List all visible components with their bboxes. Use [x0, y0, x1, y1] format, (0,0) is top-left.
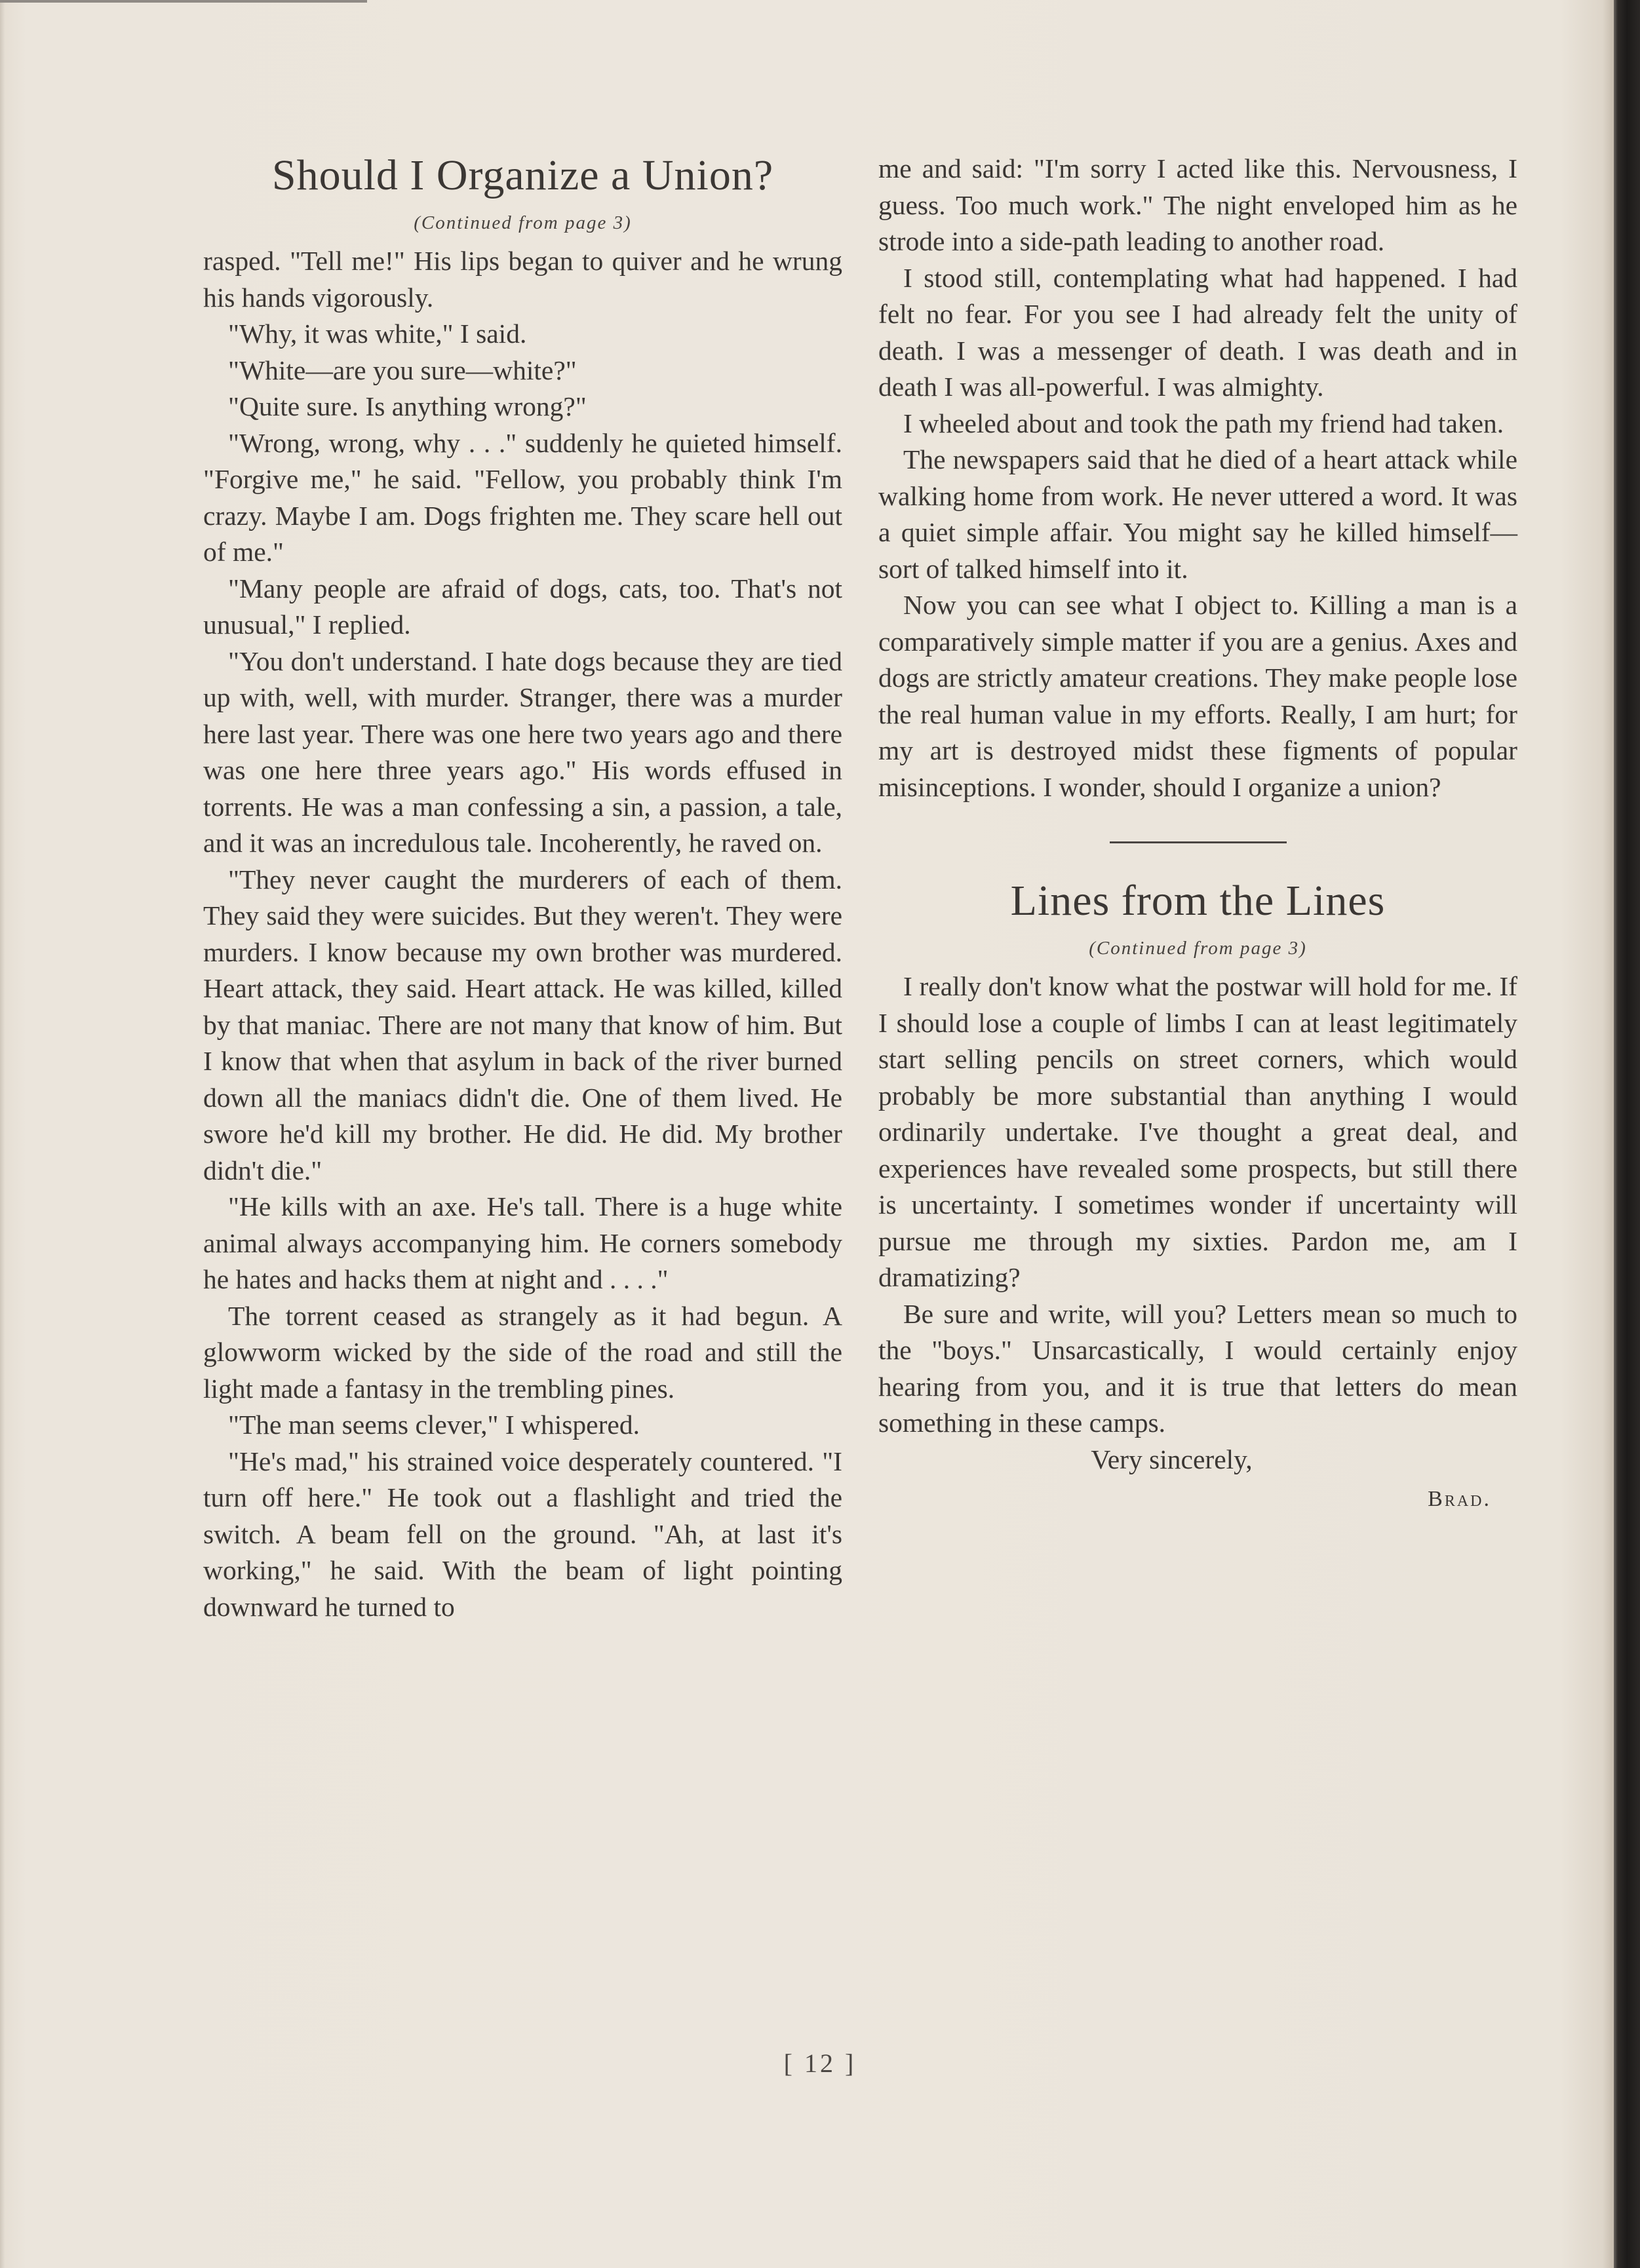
top-edge-rule	[0, 0, 367, 3]
article-paragraph: "He kills with an axe. He's tall. There is a huge white animal always accompanying him. He corners somebody he hates and hacks them at night and . . . ."	[203, 1191, 842, 1294]
article-paragraph: "He's mad," his strained voice desperately countered. "I turn off here." He took out a flashlight and tried the switch. A beam fell on the ground. "Ah, at last it's working," he said. With the beam of light pointing downward he turned to	[203, 1446, 842, 1622]
article-title: Should I Organize a Union?	[271, 151, 774, 199]
article-paragraph: "They never caught the murderers of each of them. They said they were suicides. But they weren't. They were murders. I know because my own brother was murdered. Heart attack, they said. Heart attack. He was killed, killed by that maniac. There are not many that know of him. But I know that when that asylum in back of the river burned down all the maniacs didn't die. One of them lived. He swore he'd kill my brother. He did. He did. My brother didn't die."	[203, 864, 842, 1185]
article-paragraph: "Many people are afraid of dogs, cats, too. That's not unusual," I replied.	[203, 573, 842, 640]
page-number: [ 12 ]	[783, 2048, 857, 2078]
article-paragraph: "You don't understand. I hate dogs because they are tied up with, well, with murder. Stranger, there was a murder here last year. There was one here two years ago and there was one here three years ago." His words effused in torrents. He was a man confessing a sin, a passion, a tale, and it was an incredulous tale. Incoherently, he raved on.	[203, 645, 842, 858]
article-title: Lines from the Lines	[1010, 877, 1386, 925]
article-paragraph: Now you can see what I object to. Killing a man is a comparatively simple matter if you are a genius. Axes and dogs are strictly amateur creations. They make people lose the real human value in my efforts. Really, I am hurt; for my art is destroyed midst these figments of popular misinceptions. I wonder, should I organize a union?	[878, 590, 1517, 802]
article-paragraph: me and said: "I'm sorry I acted like this. Nervousness, I guess. Too much work." The night enveloped him as he strode into a side-path leading to another road.	[878, 153, 1517, 256]
letter-closing: Very sincerely,	[1091, 1444, 1253, 1474]
section-divider	[1110, 841, 1287, 843]
continued-note: (Continued from page 3)	[1089, 938, 1307, 959]
binding-spine-shadow	[1614, 0, 1640, 2268]
article-paragraph: I stood still, contemplating what had happened. I had felt no fear. For you see I had already felt the unity of death. I was a messenger of death. I was death and in death I was all-powerful. I was almighty.	[878, 262, 1517, 402]
article-paragraph: rasped. "Tell me!" His lips began to quiver and he wrung his hands vigorously.	[203, 246, 842, 313]
article-paragraph: Be sure and write, will you? Letters mean so much to the "boys." Unsarcastically, I would certainly enjoy hearing from you, and it is true that letters do mean something in these camps.	[878, 1298, 1517, 1438]
article-paragraph: The torrent ceased as strangely as it had begun. A glowworm wicked by the side of the road and still the light made a fantasy in the trembling pines.	[203, 1300, 842, 1404]
article-paragraph: "Quite sure. Is anything wrong?"	[228, 391, 587, 421]
article-paragraph: "Wrong, wrong, why . . ." suddenly he quieted himself. "Forgive me," he said. "Fellow, you probably think I'm crazy. Maybe I am. Dogs frighten me. They scare hell out of me."	[203, 427, 842, 567]
continued-note: (Continued from page 3)	[414, 212, 632, 233]
article-paragraph: "Why, it was white," I said.	[228, 318, 527, 349]
right-column	[878, 151, 1517, 1512]
article-paragraph: "The man seems clever," I whispered.	[228, 1410, 640, 1440]
article-paragraph: The newspapers said that he died of a heart attack while walking home from work. He never uttered a word. It was a quiet simple affair. You might say he killed himself—sort of talked himself into it.	[878, 444, 1517, 584]
article-paragraph: I really don't know what the postwar will hold for me. If I should lose a couple of limbs I can at least legitimately start selling pencils on street corners, which would probably be more substantial than anything I would ordinarily undertake. I've thought a great deal, and experiences have revealed some prospects, but still there is uncertainty. I sometimes wonder if uncertainty will pursue me through my sixties. Pardon me, am I dramatizing?	[878, 971, 1517, 1292]
letter-signature: Brad.	[1428, 1487, 1491, 1511]
left-column	[203, 151, 842, 1625]
article-paragraph: I wheeled about and took the path my friend had taken.	[903, 408, 1504, 438]
page-left-edge	[0, 0, 5, 2268]
article-paragraph: "White—are you sure—white?"	[228, 355, 577, 385]
